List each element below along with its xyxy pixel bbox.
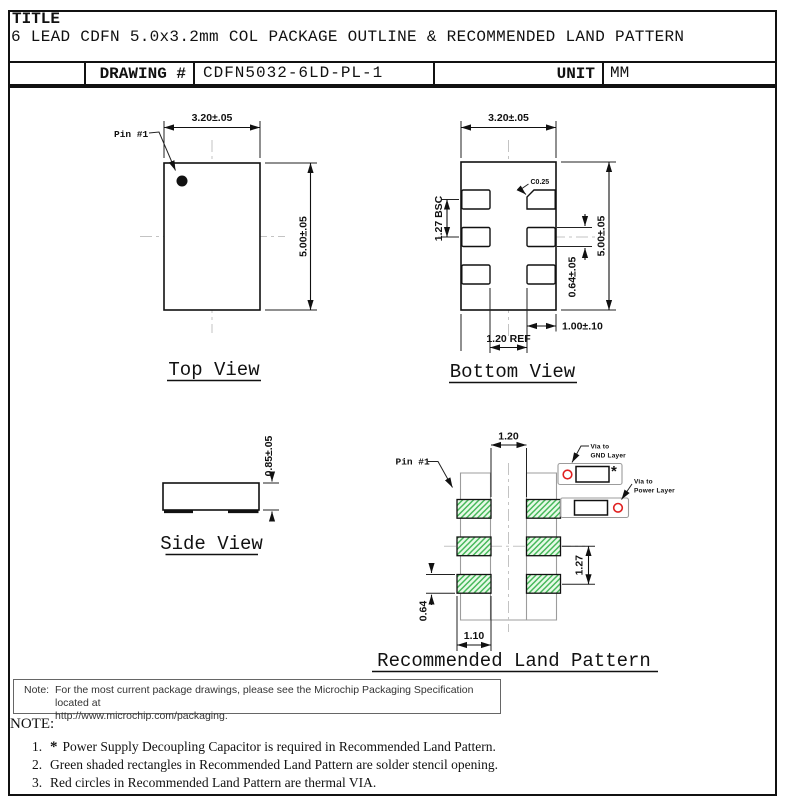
bottom-view-label: Bottom View [449, 361, 576, 383]
stencil-pad [527, 537, 561, 556]
power-via-leader [622, 484, 633, 500]
dim-thickness: 0.85±.05 [263, 435, 275, 477]
dim-pitch: 1.27 BSC [433, 195, 445, 242]
pad [462, 228, 490, 247]
note-url: http://www.microchip.com/packaging. [55, 710, 228, 722]
pin1-leader [428, 462, 453, 488]
pad [462, 265, 490, 284]
title-label: TITLE [12, 10, 61, 28]
notes-list [32, 739, 762, 793]
side-view [160, 435, 279, 555]
pin1-label: Pin #1 [395, 456, 430, 468]
dim-gap: 1.20 REF [486, 333, 531, 345]
gnd-via-label-1: Via to [590, 443, 610, 451]
drawing-number-label: DRAWING # [99, 65, 186, 83]
note-label: Note: [24, 684, 50, 696]
pad [462, 190, 490, 209]
note-item-text: Red circles in Recommended Land Pattern are thermal VIA. [50, 775, 377, 790]
unit-label: UNIT [556, 65, 595, 83]
land-pattern [372, 431, 675, 673]
stencil-pad [527, 500, 561, 519]
stencil-pad [457, 500, 491, 519]
packaging-note-box [13, 679, 501, 722]
stencil-pad [457, 575, 491, 594]
top-view [114, 112, 317, 381]
note-item-text: Power Supply Decoupling Capacitor is required in Recommended Land Pattern. [62, 739, 496, 754]
dim-height: 5.00±.05 [297, 216, 310, 257]
power-via-label-2: Power Layer [634, 487, 675, 495]
dim-pad-length: 1.00±.10 [562, 320, 603, 333]
bottom-view [433, 112, 616, 383]
gnd-thermal-via [563, 470, 572, 479]
land-pattern-label: Recommended Land Pattern [377, 650, 651, 672]
dim-width: 3.20±.05 [191, 112, 233, 124]
pad [527, 228, 555, 247]
note-item-text: Green shaded rectangles in Recommended Land Pattern are solder stencil opening. [50, 757, 498, 772]
asterisk-marker: * [611, 463, 617, 480]
dim-pad-height: 0.64 [417, 600, 430, 622]
note-item: 1. * Power Supply Decoupling Capacitor is required in Recommended Land Pattern. [32, 739, 496, 755]
gnd-via-leader [572, 446, 589, 463]
package-body [163, 483, 259, 510]
power-pad [575, 501, 608, 516]
dim-pitch: 1.27 [573, 554, 586, 576]
stencil-pad [457, 537, 491, 556]
pin1-label: Pin #1 [114, 129, 149, 140]
power-thermal-via [614, 504, 623, 513]
power-via-label-1: Via to [634, 478, 653, 486]
dim-pad-height: 0.64±.05 [566, 256, 579, 298]
dim-width: 3.20±.05 [488, 112, 529, 124]
drawing-number-value: CDFN5032-6LD-PL-1 [203, 64, 384, 82]
chamfer-label: C0.25 [530, 179, 550, 186]
drawing-title: 6 LEAD CDFN 5.0x3.2mm COL PACKAGE OUTLINE & RECOMMENDED LAND PATTERN [11, 28, 685, 46]
note-item: 3. Red circles in Recommended Land Pattern are thermal VIA. [32, 775, 377, 790]
cap-pad [576, 467, 609, 483]
notes-heading: NOTE: [10, 716, 55, 732]
dim-height: 5.00±.05 [595, 215, 608, 257]
pad-chamfered [527, 190, 555, 209]
pad [527, 265, 555, 284]
stencil-pad [527, 575, 561, 594]
note-item: 2. Green shaded rectangles in Recommended Land Pattern are solder stencil opening. [32, 757, 498, 772]
top-view-label: Top View [168, 359, 260, 381]
dim-gap: 1.20 [498, 430, 519, 443]
asterisk: * [50, 739, 58, 755]
dim-pad-width: 1.10 [463, 630, 485, 642]
unit-value: MM [610, 64, 630, 82]
gnd-via-label-2: GND Layer [590, 452, 626, 460]
side-view-label: Side View [160, 533, 263, 555]
pin1-dot [177, 176, 188, 187]
note-line-1: For the most current package drawings, please see the Microchip Packaging Specification located at [55, 684, 474, 709]
